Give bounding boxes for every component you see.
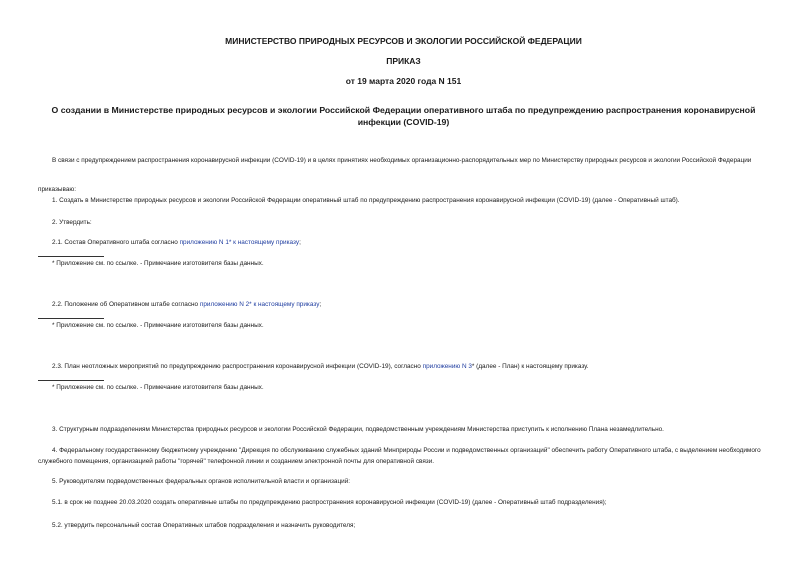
footnote-1: * Приложение см. по ссылке. - Примечание изготовителя базы данных. (52, 260, 264, 267)
footnote-rule (38, 318, 104, 319)
item-2-2 (52, 300, 321, 311)
document-type: ПРИКАЗ (386, 56, 421, 66)
item-2-3-text: 2.3. План неотложных мероприятий по предупреждению распространения коронавирусной инфекции (COVID-19), согласно (52, 363, 423, 370)
preamble-paragraph: В связи с предупреждением распространения коронавирусной инфекции (COVID-19) и в целях принятиях необходимых организационно-распорядительных мер по Министерству природных ресурсов и экологии Российской Федерации (52, 157, 752, 164)
footnote-rule (38, 380, 104, 381)
item-2: 2. Утвердить: (52, 219, 92, 226)
item-2-3-suffix: * (далее - План) к настоящему приказу. (471, 363, 589, 370)
footnote-rule (38, 256, 104, 257)
item-4: 4. Федеральному государственному бюджетному учреждению "Дирекция по обслуживанию служебных зданий Минприроды России и подведомственных организаций" обеспечить работу Оперативного штаба, с выделением необходимого служебного помещения, организацией работы "горячей" телефонной линии и созданием электронной почты для оперативной связи. (38, 447, 761, 465)
item-5-1: 5.1. в срок не позднее 20.03.2020 создать оперативные штабы по предупреждению распространения коронавирусной инфекции (COVID-19) (далее - Оперативный штаб подразделения); (52, 499, 607, 506)
document-date-number: от 19 марта 2020 года N 151 (345, 76, 462, 86)
order-word: приказываю: (38, 186, 76, 193)
item-2-2-text: 2.2. Положение об Оперативном штабе согласно (52, 301, 200, 308)
item-2-1-text: 2.1. Состав Оперативного штаба согласно (52, 239, 180, 246)
appendix-3-link[interactable]: приложению N 3 (422, 363, 472, 370)
appendix-2-link[interactable]: приложению N 2* к настоящему приказу (199, 301, 320, 308)
document-title: О создании в Министерстве природных ресурсов и экологии Российской Федерации оперативного штаба по предупреждению распространения коронавирусной инфекции (COVID-19) (51, 105, 756, 127)
ministry-heading: МИНИСТЕРСТВО ПРИРОДНЫХ РЕСУРСОВ И ЭКОЛОГИИ РОССИЙСКОЙ ФЕДЕРАЦИИ (225, 36, 582, 46)
footnote-2: * Приложение см. по ссылке. - Примечание изготовителя базы данных. (52, 322, 264, 329)
item-2-2-suffix: ; (319, 301, 322, 308)
item-2-1 (52, 238, 301, 249)
footnote-3: * Приложение см. по ссылке. - Примечание изготовителя базы данных. (52, 384, 264, 391)
item-2-1-suffix: ; (299, 239, 301, 246)
item-1: 1. Создать в Министерстве природных ресурсов и экологии Российской Федерации оперативный штаб по предупреждению распространения коронавирусной инфекции (COVID-19) (далее - Оперативный штаб). (52, 197, 680, 204)
item-5-2: 5.2. утвердить персональный состав Оперативных штабов подразделения и назначить руководителя; (52, 522, 356, 529)
item-5: 5. Руководителям подведомственных федеральных органов исполнительной власти и организаций: (52, 478, 351, 485)
item-2-3 (52, 362, 589, 373)
item-3: 3. Структурным подразделениям Министерства природных ресурсов и экологии Российской Федерации, подведомственным учреждениям Министерства приступить к исполнению Плана незамедлительно. (52, 426, 664, 433)
appendix-1-link[interactable]: приложению N 1* к настоящему приказу (179, 239, 300, 246)
